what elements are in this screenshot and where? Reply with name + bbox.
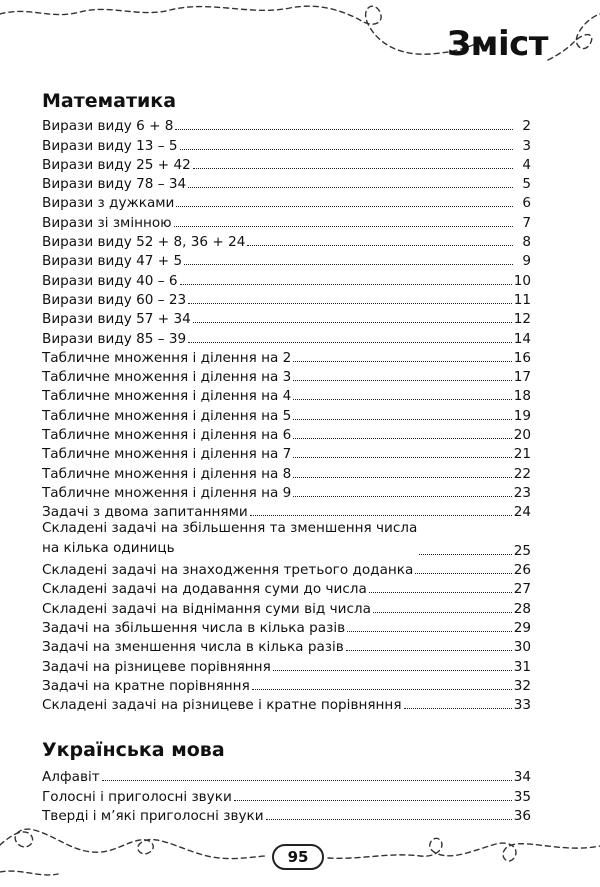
- toc-entry: [42, 230, 531, 249]
- dot-leader: [184, 264, 513, 265]
- section-title-ukrainian: Українська мова: [42, 739, 225, 761]
- toc-entry-title: Задачі на різницеве порівняння: [42, 658, 271, 675]
- dot-leader: [234, 800, 512, 801]
- toc-entry-title: Вирази виду 52 + 8, 36 + 24: [42, 234, 246, 251]
- toc-entry-page: 2: [522, 118, 531, 135]
- toc-entry: [42, 268, 531, 287]
- toc-list-mathematics: [42, 114, 531, 712]
- dot-leader: [293, 361, 511, 362]
- dot-leader: [293, 496, 511, 497]
- toc-entry-title: Вирази виду 13 – 5: [42, 137, 178, 154]
- toc-entry: [42, 577, 531, 596]
- toc-entry: [42, 784, 531, 803]
- toc-entry-title: Табличне множення і ділення на 9: [42, 484, 292, 501]
- toc-entry-page: 8: [522, 234, 531, 251]
- toc-entry: [42, 442, 531, 461]
- dot-leader: [293, 380, 511, 381]
- page-number-badge: 95: [272, 844, 324, 870]
- dot-leader: [175, 129, 513, 130]
- toc-entry-page: 18: [513, 388, 531, 405]
- dot-leader: [188, 303, 512, 304]
- dot-leader: [415, 573, 511, 574]
- toc-entry-title: Задачі з двома запитаннями: [42, 504, 248, 521]
- dot-leader: [419, 554, 511, 555]
- dot-leader: [404, 708, 512, 709]
- toc-entry-title: Задачі на збільшення числа в кілька разів: [42, 620, 346, 637]
- toc-entry-title: Табличне множення і ділення на 2: [42, 349, 292, 366]
- toc-entry-title: Вирази зі змінною: [42, 214, 172, 231]
- dot-leader: [252, 689, 512, 690]
- dot-leader: [293, 438, 511, 439]
- dot-leader: [180, 149, 514, 150]
- toc-entry: [42, 596, 531, 615]
- toc-entry-page: 27: [513, 581, 531, 598]
- toc-entry-page: 3: [522, 137, 531, 154]
- dot-leader: [188, 342, 512, 343]
- dot-leader: [250, 515, 512, 516]
- dot-leader: [273, 670, 512, 671]
- toc-entry-page: 17: [513, 369, 531, 386]
- toc-entry-title: Складені задачі на збільшення та зменшення числа на кілька одиниць: [42, 520, 418, 556]
- toc-entry-page: 14: [513, 330, 531, 347]
- toc-entry-page: 29: [513, 620, 531, 637]
- dot-leader: [293, 419, 511, 420]
- toc-entry: [42, 616, 531, 635]
- toc-entry: [42, 481, 531, 500]
- toc-entry-title: Табличне множення і ділення на 7: [42, 446, 292, 463]
- toc-entry-page: 9: [522, 253, 531, 270]
- dot-leader: [193, 168, 513, 169]
- toc-entry-title: Табличне множення і ділення на 3: [42, 369, 292, 386]
- toc-entry: [42, 172, 531, 191]
- toc-entry-page: 23: [513, 484, 531, 501]
- dot-leader: [102, 780, 512, 781]
- toc-entry-page: 12: [513, 311, 531, 328]
- dot-leader: [193, 322, 512, 323]
- toc-entry-title: Складені задачі на віднімання суми від числа: [42, 600, 371, 617]
- toc-entry-title: Вирази з дужками: [42, 195, 175, 212]
- toc-entry-page: 21: [513, 446, 531, 463]
- toc-entry-title: Табличне множення і ділення на 6: [42, 427, 292, 444]
- toc-entry: [42, 765, 531, 784]
- toc-entry-title: Табличне множення і ділення на 5: [42, 407, 292, 424]
- dot-leader: [188, 187, 513, 188]
- toc-entry-title: Табличне множення і ділення на 8: [42, 465, 292, 482]
- toc-entry-page: 20: [513, 427, 531, 444]
- toc-entry: [42, 153, 531, 172]
- toc-entry-title: Вирази виду 78 – 34: [42, 176, 187, 193]
- page-title: Зміст: [447, 24, 548, 64]
- toc-entry: [42, 500, 531, 519]
- toc-entry: [42, 804, 531, 823]
- dot-leader: [369, 592, 512, 593]
- toc-entry-page: 22: [513, 465, 531, 482]
- toc-entry-page: 24: [513, 504, 531, 521]
- dot-leader: [174, 226, 513, 227]
- toc-entry: [42, 654, 531, 673]
- toc-entry: [42, 423, 531, 442]
- toc-entry-page: 10: [513, 272, 531, 289]
- toc-entry-page: 35: [513, 788, 531, 805]
- toc-entry-page: 30: [513, 639, 531, 656]
- toc-entry: [42, 635, 531, 654]
- toc-entry-page: 32: [513, 677, 531, 694]
- toc-entry-title: Задачі на кратне порівняння: [42, 677, 250, 694]
- toc-entry-page: 6: [522, 195, 531, 212]
- toc-entry: [42, 365, 531, 384]
- toc-entry: [42, 249, 531, 268]
- toc-entry-page: 28: [513, 600, 531, 617]
- toc-entry: [42, 133, 531, 152]
- dot-leader: [176, 206, 513, 207]
- toc-entry: [42, 346, 531, 365]
- toc-entry: [42, 210, 531, 229]
- toc-entry-title: Складені задачі на знаходження третього доданка: [42, 562, 414, 579]
- dot-leader: [266, 819, 512, 820]
- toc-entry-page: 4: [522, 156, 531, 173]
- toc-entry-title: Складені задачі на різницеве і кратне порівняння: [42, 697, 402, 714]
- toc-entry-title: Тверді і м’які приголосні звуки: [42, 807, 264, 824]
- toc-entry-page: 5: [522, 176, 531, 193]
- toc-entry-page: 16: [513, 349, 531, 366]
- toc-entry: [42, 693, 531, 712]
- toc-entry-title: Складені задачі на додавання суми до числа: [42, 581, 367, 598]
- dot-leader: [373, 612, 512, 613]
- toc-entry-title: Вирази виду 85 – 39: [42, 330, 187, 347]
- toc-entry-page: 31: [513, 658, 531, 675]
- toc-entry-title: Вирази виду 40 – 6: [42, 272, 178, 289]
- toc-entry: [42, 674, 531, 693]
- dot-leader: [293, 399, 511, 400]
- toc-entry: [42, 326, 531, 345]
- dot-leader: [346, 650, 512, 651]
- toc-entry-page: 34: [513, 769, 531, 786]
- toc-entry-page: 7: [522, 214, 531, 231]
- dot-leader: [180, 284, 512, 285]
- toc-entry-page: 25: [513, 542, 531, 559]
- dot-leader: [247, 245, 513, 246]
- toc-entry: [42, 191, 531, 210]
- toc-entry-page: 11: [513, 291, 531, 308]
- toc-entry-page: 36: [513, 807, 531, 824]
- toc-entry-title: Алфавіт: [42, 769, 100, 786]
- dot-leader: [293, 477, 511, 478]
- toc-entry: [42, 519, 531, 558]
- toc-entry-title: Задачі на зменшення числа в кілька разів: [42, 639, 344, 656]
- toc-entry-title: Вирази виду 6 + 8: [42, 118, 174, 135]
- toc-entry-title: Вирази виду 47 + 5: [42, 253, 183, 270]
- toc-entry-title: Вирази виду 57 + 34: [42, 311, 191, 328]
- toc-entry: [42, 307, 531, 326]
- toc-entry: [42, 461, 531, 480]
- dot-leader: [293, 457, 511, 458]
- toc-entry: [42, 558, 531, 577]
- toc-entry-page: 33: [513, 697, 531, 714]
- toc-entry-title: Табличне множення і ділення на 4: [42, 388, 292, 405]
- toc-entry-page: 19: [513, 407, 531, 424]
- section-title-mathematics: Математика: [42, 90, 177, 112]
- toc-entry: [42, 288, 531, 307]
- toc-entry-title: Голосні і приголосні звуки: [42, 788, 232, 805]
- toc-entry: [42, 403, 531, 422]
- toc-entry: [42, 114, 531, 133]
- dot-leader: [347, 631, 512, 632]
- toc-list-ukrainian: [42, 765, 531, 823]
- toc-entry: [42, 384, 531, 403]
- toc-entry-title: Вирази виду 60 – 23: [42, 291, 187, 308]
- toc-entry-title: Вирази виду 25 + 42: [42, 156, 191, 173]
- toc-entry-page: 26: [513, 562, 531, 579]
